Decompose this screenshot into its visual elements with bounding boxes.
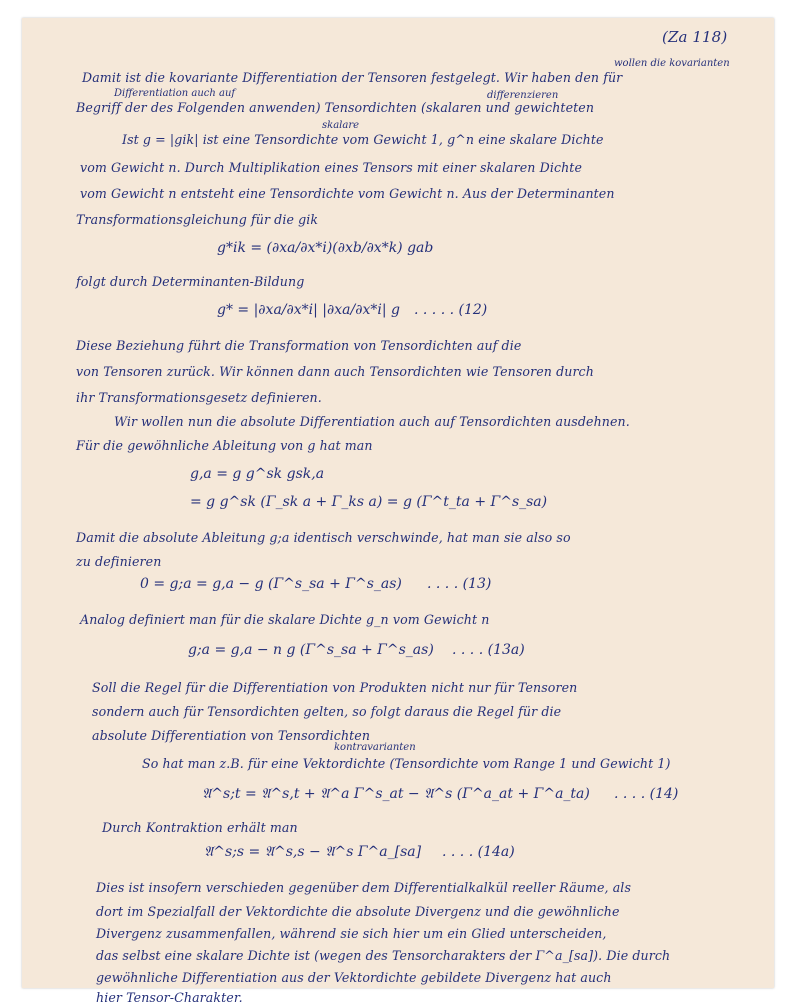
- equation-14a: 𝔄^s;s = 𝔄^s,s − 𝔄^s Γ^a_[sa]: [204, 844, 422, 860]
- text-line-1: Damit ist die kovariante Differentiation der Tensoren festgelegt. Wir haben den für: [82, 70, 623, 85]
- equation-12: g* = |∂xa/∂x*i| |∂xa/∂x*i| g: [217, 302, 400, 318]
- equation-14-number: . . . . (14): [614, 786, 679, 802]
- text-line-8: Diese Beziehung führt die Transformation von Tensordichten auf die: [76, 338, 522, 353]
- insertion-line-2: Differentiation auch auf: [114, 88, 236, 99]
- text-line-2: Begriff der des Folgenden anwenden) Tensordichten (skalaren und gewichteten: [76, 100, 595, 115]
- text-line-7: folgt durch Determinanten-Bildung: [76, 274, 305, 289]
- text-line-10: ihr Transformationsgesetz definieren.: [76, 390, 322, 405]
- equation-14a-number: . . . . (14a): [442, 844, 515, 860]
- manuscript-page: [22, 18, 774, 1005]
- text-line-21: Dies ist insofern verschieden gegenüber dem Differentialkalkül reeller Räume, als: [96, 880, 632, 895]
- text-line-15: Analog definiert man für die skalare Dichte g_n vom Gewicht n: [80, 612, 490, 627]
- text-line-22: dort im Spezialfall der Vektordichte die absolute Divergenz und die gewöhnliche: [96, 904, 620, 919]
- text-line-9: von Tensoren zurück. Wir können dann auch Tensordichten wie Tensoren durch: [76, 364, 594, 379]
- text-line-5: vom Gewicht n entsteht eine Tensordichte vom Gewicht n. Aus der Determinanten: [80, 186, 615, 201]
- text-line-24: das selbst eine skalare Dichte ist (wegen des Tensorcharakters der Γ^a_[sa]). Die durch: [96, 948, 671, 963]
- text-line-23: Divergenz zusammenfallen, während sie sich hier um ein Glied unterscheiden,: [96, 926, 607, 941]
- insertion-kontravarianten: kontravarianten: [334, 742, 416, 753]
- equation-14: 𝔄^s;t = 𝔄^s,t + 𝔄^a Γ^s_at − 𝔄^s (Γ^a_at + Γ^a_ta): [202, 786, 590, 802]
- equation-13-number: . . . . (13): [427, 576, 492, 592]
- text-line-11: Wir wollen nun die absolute Differentiation auch auf Tensordichten ausdehnen.: [114, 414, 630, 429]
- text-line-13: Damit die absolute Ableitung g;a identisch verschwinde, hat man sie also so: [76, 530, 571, 545]
- equation-11: g*ik = (∂xa/∂x*i)(∂xb/∂x*k) gab: [217, 240, 434, 256]
- text-line-18: absolute Differentiation von Tensordichten: [92, 728, 371, 743]
- equation-13a-number: . . . . (13a): [452, 642, 525, 658]
- text-line-6: Transformationsgleichung für die gik: [76, 212, 319, 227]
- insertion-top: wollen die kovarianten: [614, 58, 730, 69]
- text-line-19: So hat man z.B. für eine Vektordichte (Tensordichte vom Range 1 und Gewicht 1): [142, 756, 671, 771]
- equation-13a: g;a = g,a − n g (Γ^s_sa + Γ^s_as): [188, 642, 434, 658]
- text-line-20: Durch Kontraktion erhält man: [102, 820, 298, 835]
- equation-12-number: . . . . . (12): [414, 302, 488, 318]
- text-line-3: Ist g = |gik| ist eine Tensordichte vom Gewicht 1, g^n eine skalare Dichte: [122, 132, 604, 147]
- text-line-12: Für die gewöhnliche Ableitung von g hat man: [76, 438, 373, 453]
- equation-a1: g,a = g g^sk gsk,a: [190, 466, 325, 482]
- text-line-4: vom Gewicht n. Durch Multiplikation eines Tensors mit einer skalaren Dichte: [80, 160, 583, 175]
- text-line-25: gewöhnliche Differentiation aus der Vektordichte gebildete Divergenz hat auch: [96, 970, 612, 985]
- insertion-skalare: skalare: [322, 120, 360, 131]
- text-line-17: sondern auch für Tensordichten gelten, so folgt daraus die Regel für die: [92, 704, 562, 719]
- page-reference: (Za 118): [662, 28, 728, 46]
- equation-a2: = g g^sk (Γ_sk a + Γ_ks a) = g (Γ^t_ta + Γ^s_sa): [190, 494, 548, 510]
- equation-13: 0 = g;a = g,a − g (Γ^s_sa + Γ^s_as): [140, 576, 402, 592]
- text-line-26: hier Tensor-Charakter.: [96, 990, 243, 1005]
- text-line-14: zu definieren: [76, 554, 162, 569]
- insertion-differenzieren: differenzieren: [487, 90, 559, 101]
- text-line-16: Soll die Regel für die Differentiation von Produkten nicht nur für Tensoren: [92, 680, 578, 695]
